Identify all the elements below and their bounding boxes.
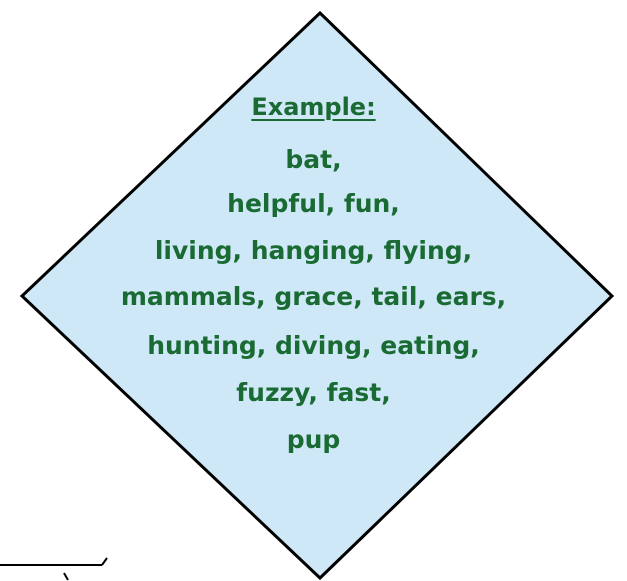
word-line: mammals, grace, tail, ears, <box>120 282 507 311</box>
word-line: helpful, fun, <box>227 189 400 218</box>
word-line: fuzzy, fast, <box>236 378 391 407</box>
word-line: bat, <box>285 145 342 174</box>
word-line: living, hanging, flying, <box>154 236 473 265</box>
connector-slash-line <box>102 558 107 565</box>
word-line: hunting, diving, eating, <box>147 331 480 360</box>
connector-arrow-tick <box>64 573 68 580</box>
diamond-heading: Example: <box>251 93 376 121</box>
word-line: pup <box>286 425 341 454</box>
connector-lines <box>0 558 107 580</box>
